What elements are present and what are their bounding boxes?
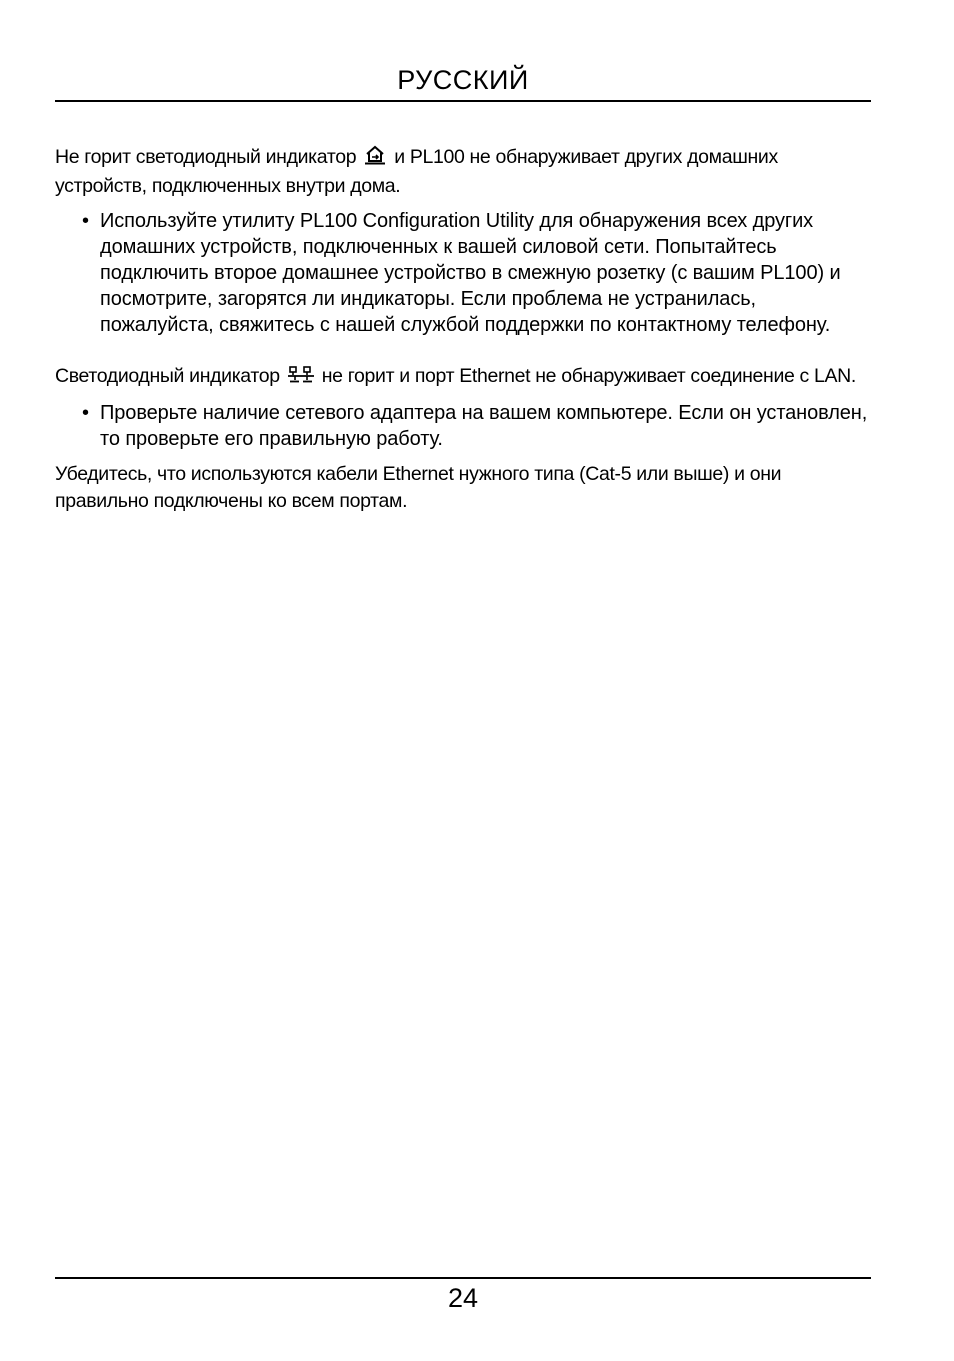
- page-title: РУССКИЙ: [397, 65, 529, 95]
- list-item: [55, 400, 871, 452]
- bullet-icon: •: [82, 210, 89, 232]
- section-1-text-after-icon: и PL100 не обнаруживает других домашних устройств, подключенных внутри дома.: [55, 146, 778, 197]
- bullet-icon: •: [82, 402, 89, 424]
- section-1-bullet-text: Используйте утилиту PL100 Configuration Utility для обнаружения всех других домашних устройств, подключенных к вашей силовой сети. Попытайтесь подключить второе домашнее устройство в смежную розетку (с вашим PL100) и посмотрите, загорятся ли индикаторы. Если проблема не устранилась, пожалуйста, свяжитесь с нашей службой поддержки по контактному телефону.: [100, 210, 841, 336]
- list-item: [55, 208, 871, 338]
- section-1-paragraph: [55, 144, 871, 200]
- page-footer: [55, 1277, 871, 1317]
- ethernet-icon: [288, 365, 314, 392]
- section-1-bullet-list: [55, 208, 871, 338]
- section-2-bullet-text: Проверьте наличие сетевого адаптера на вашем компьютере. Если он установлен, то проверьте его правильную работу.: [100, 402, 868, 450]
- section-1-text-before-icon: Не горит светодиодный индикатор: [55, 146, 357, 168]
- section-2-text-before-icon: Светодиодный индикатор: [55, 365, 280, 387]
- page-content: [55, 144, 871, 515]
- page-header: [55, 62, 871, 102]
- page-number: 24: [447, 1283, 479, 1313]
- section-2-bullet-list: [55, 400, 871, 452]
- home-network-icon: [364, 145, 386, 173]
- section-2-paragraph: [55, 363, 871, 392]
- closing-paragraph: Убедитесь, что используются кабели Ethernet нужного типа (Cat-5 или выше) и они правильно подключены ко всем портам.: [55, 463, 782, 512]
- section-2-text-after-icon: не горит и порт Ethernet не обнаруживает соединение с LAN.: [321, 365, 856, 387]
